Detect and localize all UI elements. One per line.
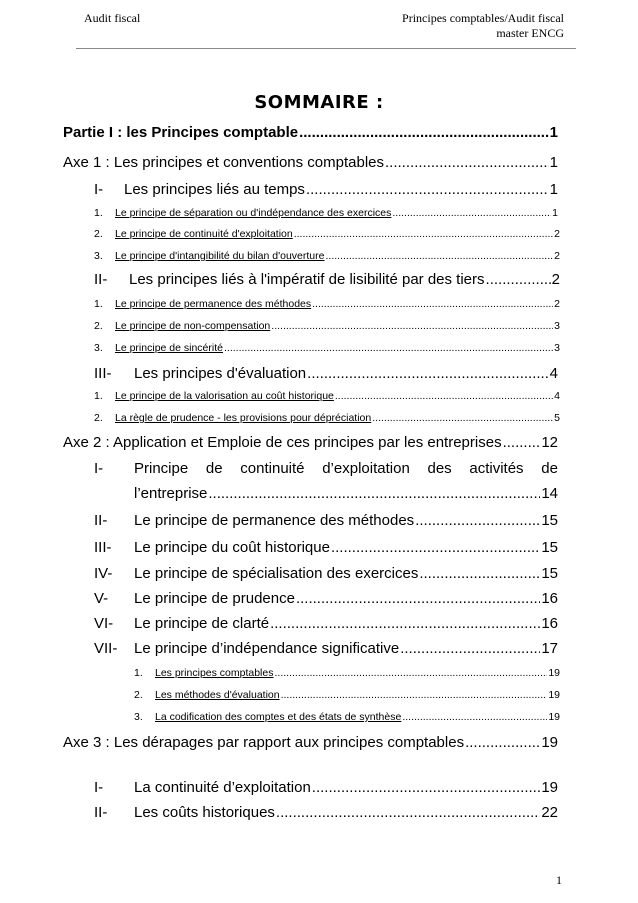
toc-page: 22 bbox=[541, 804, 558, 821]
toc-num: 1. bbox=[134, 667, 143, 679]
toc-page: 4 bbox=[549, 365, 558, 382]
toc-axe2-V[interactable] bbox=[94, 590, 558, 607]
toc-word: continuité bbox=[240, 460, 305, 477]
toc-text: Le principe de spécialisation des exercices bbox=[134, 565, 419, 582]
toc-axe1-II-2[interactable] bbox=[94, 320, 560, 332]
header-right bbox=[402, 11, 564, 41]
toc-page: 1 bbox=[549, 124, 558, 141]
toc-link[interactable]: Le principe de permanence des méthodes bbox=[115, 298, 312, 310]
toc-text: Les principes liés au temps bbox=[124, 181, 305, 198]
toc-leader bbox=[312, 298, 553, 310]
toc-page: 2 bbox=[554, 298, 560, 310]
toc-page: 3 bbox=[554, 342, 560, 354]
toc-page: 17 bbox=[541, 640, 558, 657]
toc-leader bbox=[276, 804, 540, 821]
toc-text: Le principe d’indépendance significative bbox=[134, 640, 400, 657]
toc-leader bbox=[281, 689, 548, 701]
toc-page: 5 bbox=[554, 412, 560, 424]
toc-page: 15 bbox=[541, 539, 558, 556]
toc-leader bbox=[385, 154, 549, 171]
toc-text: Le principe du coût historique bbox=[134, 539, 330, 556]
toc-link[interactable]: Le principe de séparation ou d'indépendance des exercices bbox=[115, 207, 392, 219]
toc-axe1-III-1[interactable] bbox=[94, 390, 560, 402]
toc-link[interactable]: Le principe de continuité d'exploitation bbox=[115, 228, 293, 240]
toc-axe2-II[interactable] bbox=[94, 512, 558, 529]
toc-text: Les principes d'évaluation bbox=[134, 365, 307, 382]
toc-word: d’exploitation bbox=[322, 460, 410, 477]
toc-leader bbox=[296, 590, 540, 607]
toc-num: 2. bbox=[94, 320, 103, 332]
toc-link[interactable]: Les méthodes d'évaluation bbox=[155, 689, 280, 701]
toc-axe3-I[interactable] bbox=[94, 779, 558, 796]
toc-link[interactable]: Les principes comptables bbox=[155, 667, 274, 679]
toc-page: 2 bbox=[554, 250, 560, 262]
toc-num: II- bbox=[94, 271, 108, 288]
toc-page: 1 bbox=[549, 181, 558, 198]
toc-axe1-II-1[interactable] bbox=[94, 298, 560, 310]
toc-axe2-I-num bbox=[94, 460, 103, 477]
toc-page: 19 bbox=[548, 711, 560, 723]
toc-text: La continuité d’exploitation bbox=[134, 779, 311, 796]
toc-num: VII- bbox=[94, 640, 118, 657]
toc-text: Les coûts historiques bbox=[134, 804, 275, 821]
toc-leader bbox=[306, 181, 549, 198]
toc-word: de bbox=[205, 460, 223, 477]
toc-num: 2. bbox=[94, 228, 103, 240]
toc-leader bbox=[312, 779, 541, 796]
toc-page: 2 bbox=[551, 271, 560, 288]
header-divider bbox=[76, 48, 576, 49]
toc-axe1-II[interactable] bbox=[94, 271, 560, 288]
toc-axe2-I-cont[interactable] bbox=[134, 485, 558, 502]
toc-axe2-VII-1[interactable] bbox=[134, 667, 560, 679]
toc-leader bbox=[299, 124, 549, 141]
toc-leader bbox=[402, 711, 547, 723]
toc-num: I- bbox=[94, 779, 104, 796]
toc-axe2-IV[interactable] bbox=[94, 565, 558, 582]
header-left: Audit fiscal bbox=[84, 11, 141, 25]
toc-text: l’entreprise bbox=[134, 485, 208, 502]
toc-page: 16 bbox=[541, 590, 558, 607]
toc-leader bbox=[419, 565, 540, 582]
toc-page: 12 bbox=[541, 434, 558, 451]
header-right-line1: Principes comptables/Audit fiscal bbox=[402, 11, 564, 25]
toc-axe3[interactable] bbox=[63, 734, 558, 751]
toc-word: activités bbox=[469, 460, 524, 477]
toc-num: 3. bbox=[94, 250, 103, 262]
toc-page: 19 bbox=[541, 734, 558, 751]
toc-axe2-I[interactable] bbox=[134, 460, 558, 477]
toc-num: 3. bbox=[94, 342, 103, 354]
toc-num: 2. bbox=[94, 412, 103, 424]
toc-axe1-I-3[interactable] bbox=[94, 250, 560, 262]
toc-leader bbox=[270, 615, 540, 632]
toc-word: de bbox=[541, 460, 558, 477]
toc-page: 2 bbox=[554, 228, 560, 240]
toc-axe2-VII-3[interactable] bbox=[134, 711, 560, 723]
toc-axe1-I-2[interactable] bbox=[94, 228, 560, 240]
toc-num: 3. bbox=[134, 711, 143, 723]
toc-text: Le principe de permanence des méthodes bbox=[134, 512, 415, 529]
toc-link[interactable]: La codification des comptes et des états de synthèse bbox=[155, 711, 402, 723]
toc-link[interactable]: Le principe de la valorisation au coût historique bbox=[115, 390, 334, 402]
toc-axe2[interactable] bbox=[63, 434, 558, 451]
toc-num: IV- bbox=[94, 565, 113, 582]
toc-leader bbox=[294, 228, 553, 240]
toc-axe1-I[interactable] bbox=[94, 181, 558, 198]
toc-num: VI- bbox=[94, 615, 114, 632]
toc-leader bbox=[271, 320, 553, 332]
toc-axe1-III[interactable] bbox=[94, 365, 558, 382]
toc-num: 1. bbox=[94, 298, 103, 310]
toc-axe2-VI[interactable] bbox=[94, 615, 558, 632]
toc-num: 1. bbox=[94, 207, 103, 219]
toc-axe2-III[interactable] bbox=[94, 539, 558, 556]
toc-axe1-II-3[interactable] bbox=[94, 342, 560, 354]
toc-text: Axe 3 : Les dérapages par rapport aux principes comptables bbox=[63, 734, 465, 751]
toc-axe3-II[interactable] bbox=[94, 804, 558, 821]
page-number: 1 bbox=[556, 873, 562, 887]
toc-leader bbox=[307, 365, 549, 382]
toc-axe1-I-1[interactable] bbox=[94, 207, 558, 219]
toc-leader bbox=[208, 485, 540, 502]
toc-link[interactable]: Le principe de sincérité bbox=[115, 342, 223, 354]
toc-axe2-VII[interactable] bbox=[94, 640, 558, 657]
toc-leader bbox=[224, 342, 553, 354]
toc-word: des bbox=[427, 460, 452, 477]
toc-page: 3 bbox=[554, 320, 560, 332]
toc-axe1-III-2[interactable] bbox=[94, 412, 560, 424]
toc-num: III- bbox=[94, 539, 112, 556]
toc-leader bbox=[486, 271, 551, 288]
toc-page: 4 bbox=[554, 390, 560, 402]
toc-page: 15 bbox=[541, 512, 558, 529]
toc-leader bbox=[325, 250, 553, 262]
toc-page: 19 bbox=[541, 779, 558, 796]
toc-leader bbox=[274, 667, 547, 679]
toc-axe1[interactable] bbox=[63, 154, 558, 171]
toc-num: I- bbox=[94, 181, 104, 198]
toc-link[interactable]: La règle de prudence - les provisions pour dépréciation bbox=[115, 412, 372, 424]
toc-page: 16 bbox=[541, 615, 558, 632]
toc-num: 2. bbox=[134, 689, 143, 701]
page-title: SOMMAIRE : bbox=[254, 92, 384, 113]
toc-leader bbox=[372, 412, 553, 424]
toc-text: Les principes liés à l'impératif de lisibilité par des tiers bbox=[129, 271, 485, 288]
toc-page: 19 bbox=[548, 689, 560, 701]
toc-word: Principe bbox=[134, 460, 189, 477]
toc-leader bbox=[415, 512, 540, 529]
toc-num: I- bbox=[94, 460, 104, 477]
toc-num: III- bbox=[94, 365, 112, 382]
toc-page: 19 bbox=[548, 667, 560, 679]
toc-page: 14 bbox=[541, 485, 558, 502]
toc-leader bbox=[503, 434, 541, 451]
toc-link[interactable]: Le principe d'intangibilité du bilan d'ouverture bbox=[115, 250, 325, 262]
toc-num: II- bbox=[94, 512, 108, 529]
toc-leader bbox=[331, 539, 540, 556]
toc-num: 1. bbox=[94, 390, 103, 402]
toc-text: Axe 1 : Les principes et conventions comptables bbox=[63, 154, 385, 171]
toc-page: 15 bbox=[541, 565, 558, 582]
toc-link[interactable]: Le principe de non-compensation bbox=[115, 320, 271, 332]
toc-text: Le principe de clarté bbox=[134, 615, 270, 632]
toc-page: 1 bbox=[552, 207, 558, 219]
toc-num: II- bbox=[94, 804, 108, 821]
toc-page: 1 bbox=[549, 154, 558, 171]
toc-num: V- bbox=[94, 590, 109, 607]
toc-leader bbox=[335, 390, 553, 402]
header-right-line2: master ENCG bbox=[496, 26, 564, 40]
toc-partie1[interactable] bbox=[63, 124, 558, 141]
toc-text: Axe 2 : Application et Emploie de ces principes par les entreprises bbox=[63, 434, 502, 451]
toc-leader bbox=[465, 734, 540, 751]
toc-text: Le principe de prudence bbox=[134, 590, 295, 607]
toc-axe2-VII-2[interactable] bbox=[134, 689, 560, 701]
toc-leader bbox=[392, 207, 551, 219]
toc-leader bbox=[400, 640, 540, 657]
toc-text: Partie I : les Principes comptable bbox=[63, 124, 299, 141]
